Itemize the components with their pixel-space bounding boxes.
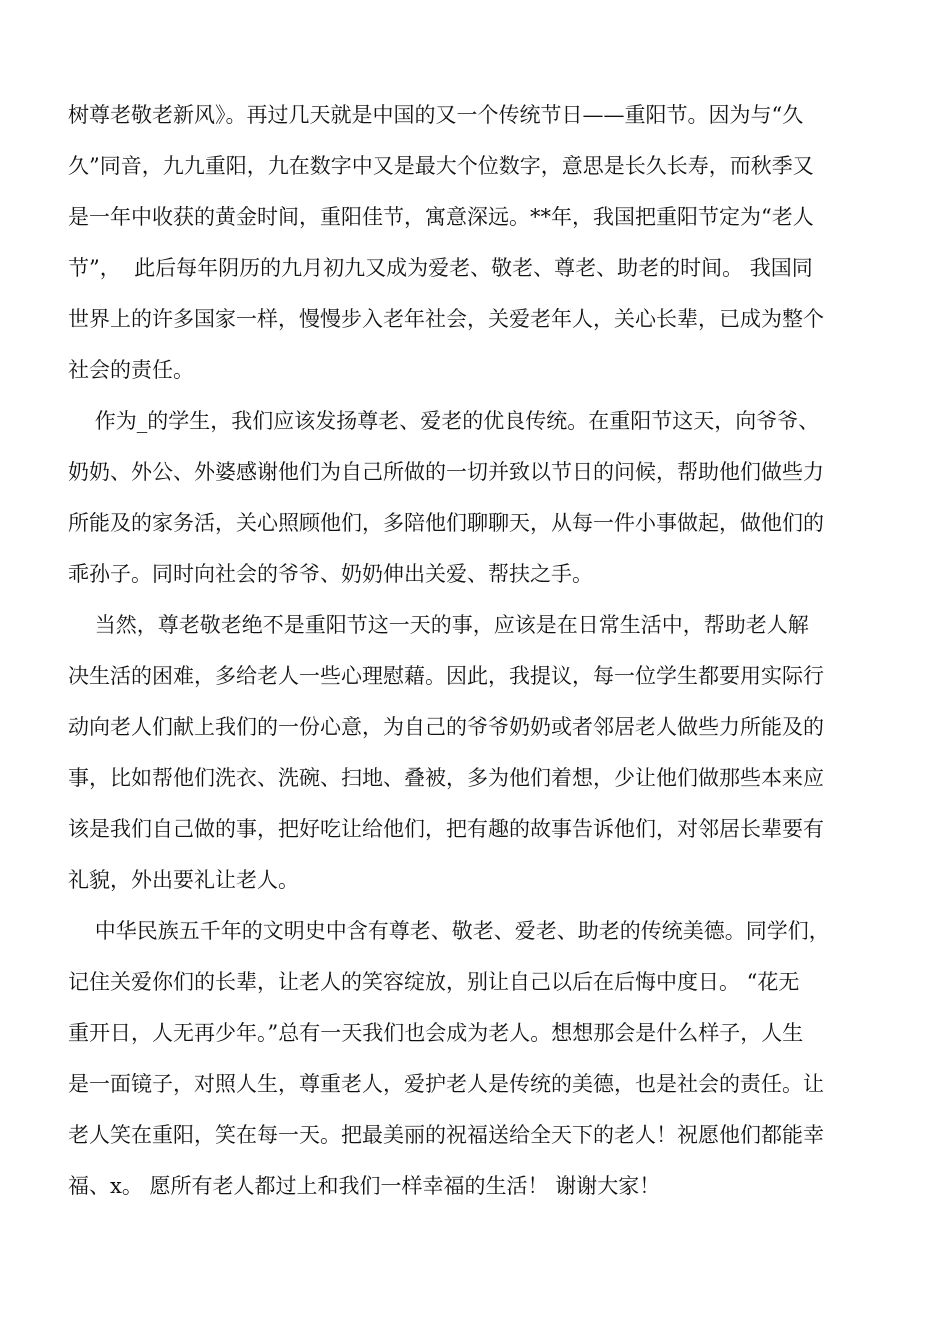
text-line: 中华民族五千年的文明史中含有尊老、敬老、爱老、助老的传统美德。同学们， [68, 919, 830, 943]
text-line: 老人笑在重阳，笑在每一天。把最美丽的祝福送给全天下的老人！祝愿他们都能幸 [68, 1123, 824, 1147]
text-line: 决生活的困难，多给老人一些心理慰藉。因此，我提议，每一位学生都要用实际行 [68, 664, 824, 688]
document-body [68, 90, 888, 1212]
text-line: 所能及的家务活，关心照顾他们，多陪他们聊聊天，从每一件小事做起，做他们的 [68, 511, 824, 535]
text-line: 奶奶、外公、外婆感谢他们为自己所做的一切并致以节日的问候，帮助他们做些力 [68, 460, 824, 484]
paragraph-2 [68, 396, 888, 600]
text-line: 节”， 此后每年阴历的九月初九又成为爱老、敬老、尊老、助老的时间。 我国同 [68, 256, 813, 280]
text-line: 事，比如帮他们洗衣、洗碗、扫地、叠被，多为他们着想，少让他们做那些本来应 [68, 766, 824, 790]
text-line: 福、x。 愿所有老人都过上和我们一样幸福的生活！ 谢谢大家！ [68, 1174, 661, 1198]
text-line: 作为_的学生，我们应该发扬尊老、爱老的优良传统。在重阳节这天，向爷爷、 [68, 409, 820, 433]
text-line: 重开日，人无再少年。”总有一天我们也会成为老人。想想那会是什么样子，人生 [68, 1021, 804, 1045]
text-line: 树尊老敬老新风》。再过几天就是中国的又一个传统节日——重阳节。因为与“久 [68, 103, 804, 127]
paragraph-4 [68, 906, 888, 1212]
text-line: 该是我们自己做的事，把好吃让给他们，把有趣的故事告诉他们，对邻居长辈要有 [68, 817, 824, 841]
text-line: 久”同音，九九重阳，九在数字中又是最大个位数字，意思是长久长寿，而秋季又 [68, 154, 814, 178]
text-line: 记住关爱你们的长辈，让老人的笑容绽放，别让自己以后在后悔中度日。 “花无 [68, 970, 800, 994]
text-line: 是一面镜子，对照人生，尊重老人，爱护老人是传统的美德，也是社会的责任。让 [68, 1072, 824, 1096]
text-line: 乖孙子。同时向社会的爷爷、奶奶伸出关爱、帮扶之手。 [68, 562, 593, 586]
text-line: 动向老人们献上我们的一份心意，为自己的爷爷奶奶或者邻居老人做些力所能及的 [68, 715, 824, 739]
text-line: 礼貌，外出要礼让老人。 [68, 868, 299, 892]
text-line: 是一年中收获的黄金时间，重阳佳节，寓意深远。**年，我国把重阳节定为“老人 [68, 205, 814, 229]
text-line: 世界上的许多国家一样，慢慢步入老年社会，关爱老年人，关心长辈，已成为整个 [68, 307, 824, 331]
paragraph-1 [68, 90, 888, 396]
paragraph-3 [68, 600, 888, 906]
text-line: 社会的责任。 [68, 358, 194, 382]
text-line: 当然，尊老敬老绝不是重阳节这一天的事，应该是在日常生活中，帮助老人解 [68, 613, 809, 637]
